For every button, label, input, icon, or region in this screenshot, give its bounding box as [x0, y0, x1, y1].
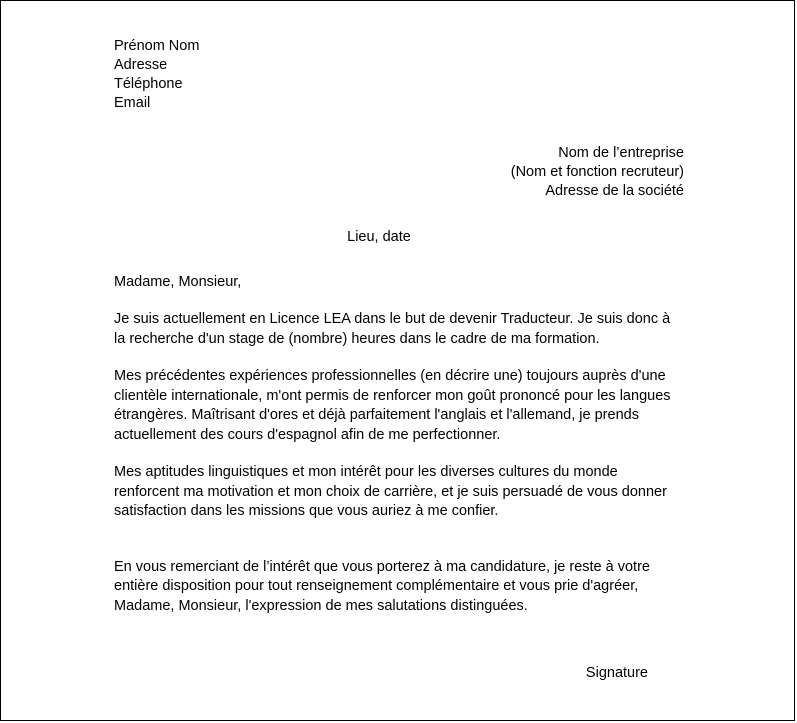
sender-email: Email — [114, 95, 151, 111]
recipient-address: Adresse de la société — [545, 183, 684, 199]
recipient-contact: (Nom et fonction recruteur) — [510, 164, 684, 180]
sender-address: Adresse — [114, 57, 168, 73]
place-and-date: Lieu, date — [347, 229, 411, 245]
sender-address-block — [114, 37, 684, 113]
sender-phone: Téléphone — [114, 76, 183, 92]
recipient-address-block — [114, 144, 684, 201]
letter-body — [114, 37, 684, 683]
paragraph-4: En vous remerciant de l’intérêt que vous porterez à ma candidature, je reste à votre entière disposition pour tout renseignement complémentaire et vous prie d'agréer, Madame, Monsieur, l'expression de mes salutations distinguées. — [114, 558, 650, 614]
paragraph-3: Mes aptitudes linguistiques et mon intérêt pour les diverses cultures du monde renforcent ma motivation et mon choix de carrière, et je suis persuadé de vous donner satisfaction dans les missions que vous auriez à me confier. — [114, 464, 667, 519]
recipient-company: Nom de l’entreprise — [558, 145, 684, 161]
salutation-line: Madame, Monsieur, — [114, 274, 242, 290]
signature-line: Signature — [585, 665, 648, 681]
paragraph-1: Je suis actuellement en Licence LEA dans le but de devenir Traducteur. Je suis donc à la recherche d'un stage de (nombre) heures dans le cadre de ma formation. — [114, 311, 671, 347]
paragraph-2: Mes précédentes expériences professionnelles (en décrire une) toujours auprès d'une clientèle internationale, m'ont permis de renforcer mon goût prononcé pour les langues étrangères. Maîtrisant d'ores et déjà parfaitement l'anglais et l'allemand, je prends actuellement des cours d'espagnol afin de me perfectionner. — [114, 368, 671, 443]
sender-name: Prénom Nom — [114, 38, 200, 54]
